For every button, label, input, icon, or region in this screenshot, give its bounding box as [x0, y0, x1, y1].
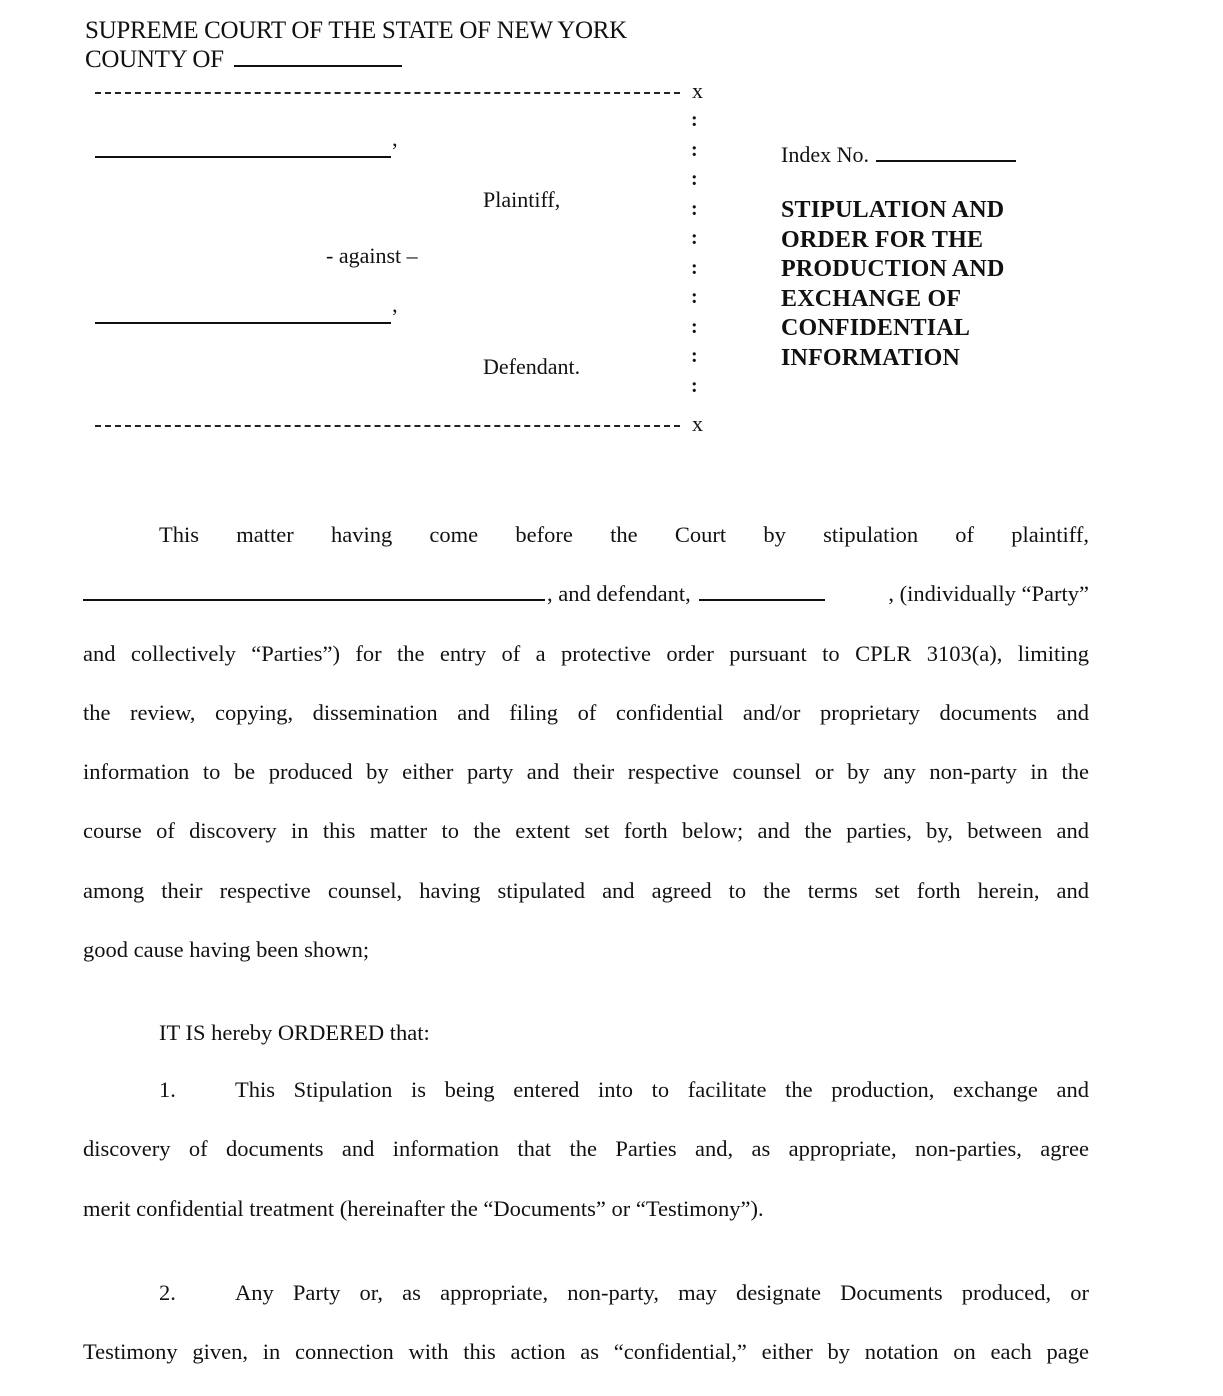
caption-colon: :	[691, 168, 698, 190]
plaintiff-party-blank[interactable]	[83, 598, 545, 601]
body-line	[83, 1060, 1089, 1119]
body-line: course of discovery in this matter to the extent set forth below; and the parties, by, between and	[83, 818, 1089, 844]
defendant-comma: ’	[391, 304, 399, 329]
index-number-label: Index No.	[781, 142, 869, 167]
document-title	[781, 196, 1004, 374]
caption-bottom-x: x	[692, 411, 703, 436]
title-line: EXCHANGE OF	[781, 285, 962, 312]
body-line	[83, 1263, 1089, 1322]
court-name: SUPREME COURT OF THE STATE OF NEW YORK	[85, 17, 627, 44]
body-line: merit confidential treatment (hereinafter the “Documents” or “Testimony”).	[83, 1195, 764, 1221]
caption-colon: :	[691, 227, 698, 249]
body-line	[83, 564, 1089, 623]
body-line: Testimony given, in connection with this action as “confidential,” either by notation on each page	[83, 1339, 1089, 1365]
plaintiff-name-line	[95, 138, 398, 164]
county-line	[85, 45, 402, 74]
title-line: ORDER FOR THE	[781, 226, 984, 253]
body-line: information to be produced by either party and their respective counsel or by any non-party in the	[83, 759, 1089, 785]
body-line: the review, copying, dissemination and filing of confidential and/or proprietary documents and	[83, 699, 1089, 725]
defendant-name-line	[95, 304, 398, 330]
caption-top-x: x	[692, 78, 703, 103]
ordered-heading: IT IS hereby ORDERED that:	[159, 1020, 430, 1045]
paragraph-number: 2.	[159, 1280, 176, 1305]
caption-colon: :	[691, 375, 698, 397]
title-line: PRODUCTION AND	[781, 256, 1005, 283]
body-line: This matter having come before the Court by stipulation of plaintiff,	[159, 522, 1089, 547]
defendant-party-blank[interactable]	[699, 598, 825, 601]
body-line: good cause having been shown;	[83, 937, 370, 963]
caption-colon: :	[691, 286, 698, 308]
caption-colon: :	[691, 345, 698, 367]
defendant-name-blank[interactable]	[95, 321, 391, 324]
county-label: COUNTY OF	[85, 46, 224, 73]
caption-colon: :	[691, 257, 698, 279]
caption-colon: :	[691, 139, 698, 161]
caption-colon: :	[691, 198, 698, 220]
body-line: discovery of documents and information that the Parties and, as appropriate, non-parties, agree	[83, 1136, 1089, 1162]
caption-top-rule	[95, 92, 680, 94]
paragraph-text: This Stipulation is being entered into to facilitate the production, exchange and	[235, 1077, 1089, 1102]
against-label: - against –	[326, 243, 418, 268]
paragraph-1	[83, 1060, 1089, 1238]
plaintiff-label: Plaintiff,	[483, 187, 561, 212]
title-line: STIPULATION AND	[781, 197, 1005, 223]
caption-bottom-rule	[95, 425, 680, 427]
caption-colon: :	[691, 109, 698, 131]
plaintiff-comma: ’	[391, 138, 399, 163]
individually-party-text: , (individually “Party”	[888, 581, 1089, 607]
caption-colon: :	[691, 316, 698, 338]
index-number-line	[781, 142, 1016, 168]
title-line: CONFIDENTIAL	[781, 315, 971, 342]
body-line: and collectively “Parties”) for the entry of a protective order pursuant to CPLR 3103(a), limiting	[83, 640, 1089, 666]
defendant-label: Defendant.	[483, 354, 581, 379]
body-line: among their respective counsel, having stipulated and agreed to the terms set forth herein, and	[83, 877, 1089, 903]
paragraph-number: 1.	[159, 1077, 176, 1102]
preamble-paragraph	[83, 505, 1089, 979]
title-line: INFORMATION	[781, 344, 961, 371]
plaintiff-name-blank[interactable]	[95, 155, 391, 158]
index-number-blank[interactable]	[876, 159, 1016, 162]
paragraph-2	[83, 1263, 1089, 1382]
county-blank[interactable]	[234, 64, 402, 67]
and-defendant-text: , and defendant,	[547, 581, 691, 607]
paragraph-text: Any Party or, as appropriate, non-party, may designate Documents produced, or	[235, 1280, 1089, 1305]
